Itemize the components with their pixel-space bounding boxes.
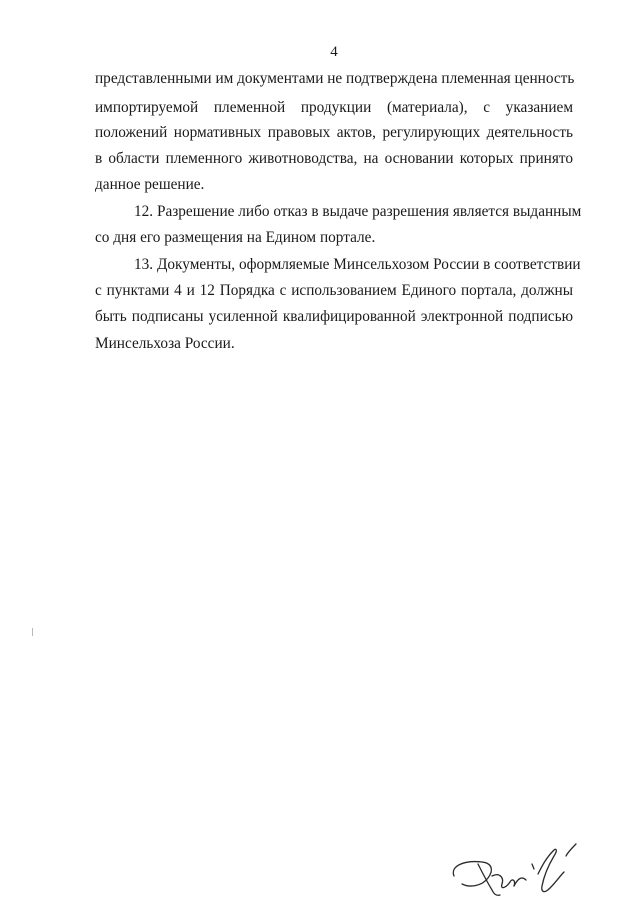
paragraph-13-line: 13. Документы, оформляемые Минсельхозом России в соответствии: [134, 256, 581, 273]
text-line: представленными им документами не подтверждена племенная ценность: [95, 70, 575, 87]
text-line: импортируемой племенной продукции (материала), с указанием: [95, 99, 573, 116]
paragraph-13-line: с пунктами 4 и 12 Порядка с использованием Единого портала, должны: [95, 282, 573, 299]
page-number: 4: [330, 44, 338, 60]
paragraph-12-line: 12. Разрешение либо отказ в выдаче разрешения является выданным: [134, 203, 582, 220]
text-line: положений нормативных правовых актов, регулирующих деятельность: [95, 124, 573, 141]
text-line: данное решение.: [95, 176, 205, 193]
scan-mark: [32, 628, 33, 636]
handwritten-signature: [448, 836, 584, 900]
text-line: в области племенного животноводства, на основании которых принято: [95, 150, 573, 167]
paragraph-13-line: быть подписаны усиленной квалифицированной электронной подписью: [95, 308, 573, 325]
paragraph-12-line: со дня его размещения на Едином портале.: [95, 229, 376, 246]
paragraph-13-line: Минсельхоза России.: [95, 335, 235, 352]
